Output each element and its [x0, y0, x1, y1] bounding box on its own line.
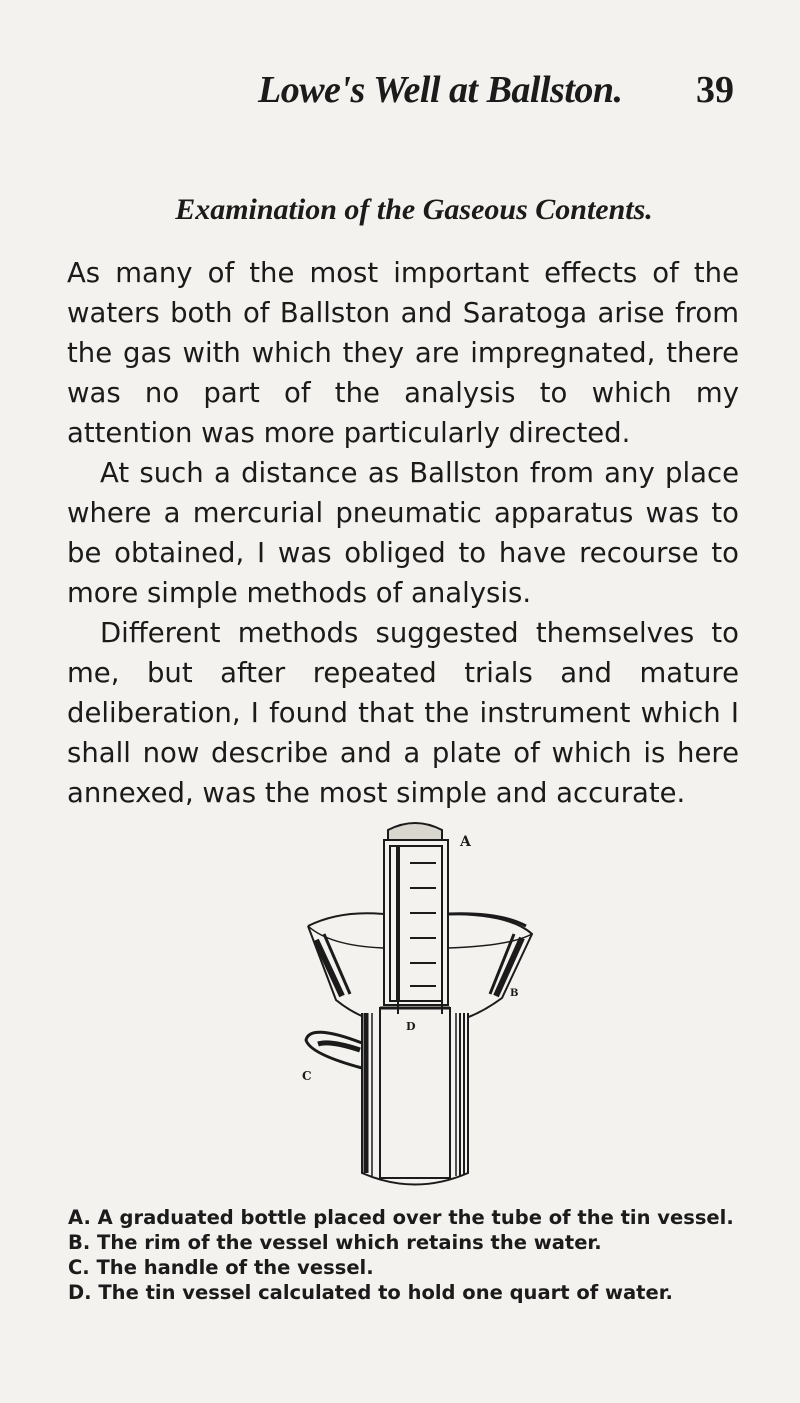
caption-c: C. The handle of the vessel.	[68, 1256, 374, 1279]
apparatus-illustration	[270, 818, 560, 1198]
caption-b: B. The rim of the vessel which retains the water.	[68, 1231, 602, 1254]
running-title: Lowe's Well at Ballston.	[258, 69, 623, 111]
bottle-neck	[388, 823, 442, 840]
figure-captions	[68, 1205, 748, 1305]
graduated-bottle	[384, 840, 448, 1005]
paragraph: At such a distance as Ballston from any place where a mercurial pneumatic apparatus was to be obtained, I was obliged to have recourse to more simple methods of analysis.	[67, 457, 739, 609]
paragraph: Different methods suggested themselves to me, but after repeated trials and mature deliberation, I found that the instrument which I shall now describe and a plate of which is here annexed, was the most simple and accurate.	[67, 617, 739, 809]
label-a: A	[460, 834, 471, 850]
body-text	[67, 253, 739, 813]
tin-vessel	[362, 1013, 468, 1185]
section-heading: Examination of the Gaseous Contents.	[175, 193, 653, 226]
apparatus-figure	[270, 818, 560, 1198]
caption-d: D. The tin vessel calculated to hold one quart of water.	[68, 1281, 673, 1304]
page-number: 39	[696, 69, 734, 111]
caption-a: A. A graduated bottle placed over the tube of the tin vessel.	[68, 1206, 734, 1229]
paragraph: As many of the most important effects of the waters both of Ballston and Saratoga arise from the gas with which they are impregnated, there was no part of the analysis to which my attention was more particularly directed.	[67, 257, 739, 449]
label-b: B	[510, 988, 519, 999]
label-c: C	[302, 1069, 312, 1083]
label-d: D	[406, 1020, 416, 1033]
running-head	[0, 60, 800, 120]
